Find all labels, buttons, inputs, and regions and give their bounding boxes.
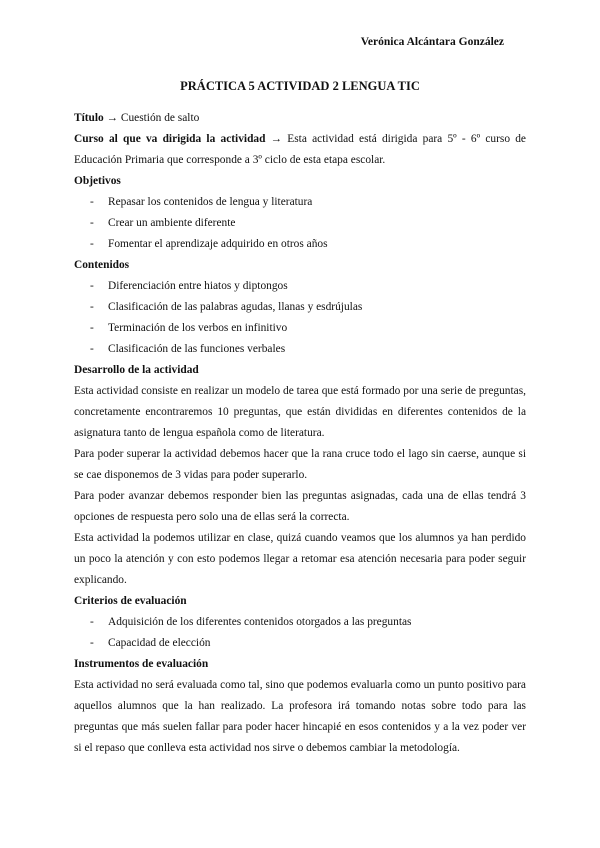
dash-marker: - [90, 238, 94, 250]
desarrollo-paragraph: Esta actividad consiste en realizar un modelo de tarea que está formado por una serie de preguntas, concretamente encontraremos 10 preguntas, que están divididas en diferentes contenidos de la asignatura tanto de lengua española como de literatura. [74, 385, 526, 439]
list-item [74, 234, 526, 255]
curso-label: Curso al que va dirigida la actividad [74, 133, 266, 145]
curso-paragraph [74, 129, 526, 171]
dash-marker: - [90, 280, 94, 292]
dash-marker: - [90, 217, 94, 229]
document-body [74, 108, 526, 759]
contenidos-list [74, 276, 526, 360]
titulo-label: Título [74, 112, 104, 124]
list-item-text: Diferenciación entre hiatos y diptongos [108, 280, 288, 292]
titulo-value: Cuestión de salto [120, 112, 200, 124]
list-item-text: Repasar los contenidos de lengua y literatura [108, 196, 313, 208]
dash-marker: - [90, 637, 94, 649]
dash-marker: - [90, 343, 94, 355]
list-item [74, 339, 526, 360]
list-item-text: Clasificación de las palabras agudas, llanas y esdrújulas [108, 301, 363, 313]
criterios-heading: Criterios de evaluación [74, 595, 187, 607]
instrumentos-paragraph: Esta actividad no será evaluada como tal, sino que podemos evaluarla como un punto positivo para aquellos alumnos que la han realizado. La profesora irá tomando notas sobre todo para las preguntas que más suelen fallar para poder hacer hincapié en esos contenidos y a la vez poder ver si el repaso que conlleva esta actividad nos sirve o debemos cambiar la metodología. [74, 679, 526, 754]
list-item [74, 612, 526, 633]
objetivos-heading: Objetivos [74, 175, 121, 187]
curso-value: Esta actividad está dirigida para 5º - 6º curso de Educación Primaria que corresponde a 3º ciclo de esta etapa escolar. [74, 133, 526, 166]
desarrollo-paragraph: Esta actividad la podemos utilizar en clase, quizá cuando veamos que los alumnos ya han perdido un poco la atención y con esto podemos llegar a retomar esa atención necesaria para poder seguir explicando. [74, 532, 526, 586]
titulo-arrow: → [103, 112, 121, 124]
list-item [74, 276, 526, 297]
dash-marker: - [90, 196, 94, 208]
dash-marker: - [90, 301, 94, 313]
desarrollo-paragraph: Para poder avanzar debemos responder bien las preguntas asignadas, cada una de ellas tendrá 3 opciones de respuesta pero solo una de ellas será la correcta. [74, 490, 526, 523]
contenidos-heading: Contenidos [74, 259, 130, 271]
author-name: Verónica Alcántara González [360, 36, 504, 48]
titulo-line [74, 108, 526, 129]
list-item-text: Adquisición de los diferentes contenidos otorgados a las preguntas [108, 616, 412, 628]
instrumentos-heading: Instrumentos de evaluación [74, 658, 209, 670]
desarrollo-heading: Desarrollo de la actividad [74, 364, 199, 376]
list-item [74, 633, 526, 654]
list-item-text: Fomentar el aprendizaje adquirido en otros años [108, 238, 328, 250]
criterios-list [74, 612, 526, 654]
curso-arrow: → [265, 133, 288, 145]
dash-marker: - [90, 616, 94, 628]
objetivos-list [74, 192, 526, 255]
list-item-text: Terminación de los verbos en infinitivo [108, 322, 288, 334]
document-title: PRÁCTICA 5 ACTIVIDAD 2 LENGUA TIC [180, 79, 420, 93]
list-item [74, 213, 526, 234]
list-item-text: Capacidad de elección [108, 637, 211, 649]
list-item-text: Crear un ambiente diferente [108, 217, 236, 229]
list-item [74, 297, 526, 318]
dash-marker: - [90, 322, 94, 334]
list-item [74, 192, 526, 213]
list-item [74, 318, 526, 339]
list-item-text: Clasificación de las funciones verbales [108, 343, 286, 355]
desarrollo-paragraph: Para poder superar la actividad debemos hacer que la rana cruce todo el lago sin caerse, aunque si se cae disponemos de 3 vidas para poder superarlo. [74, 448, 526, 481]
